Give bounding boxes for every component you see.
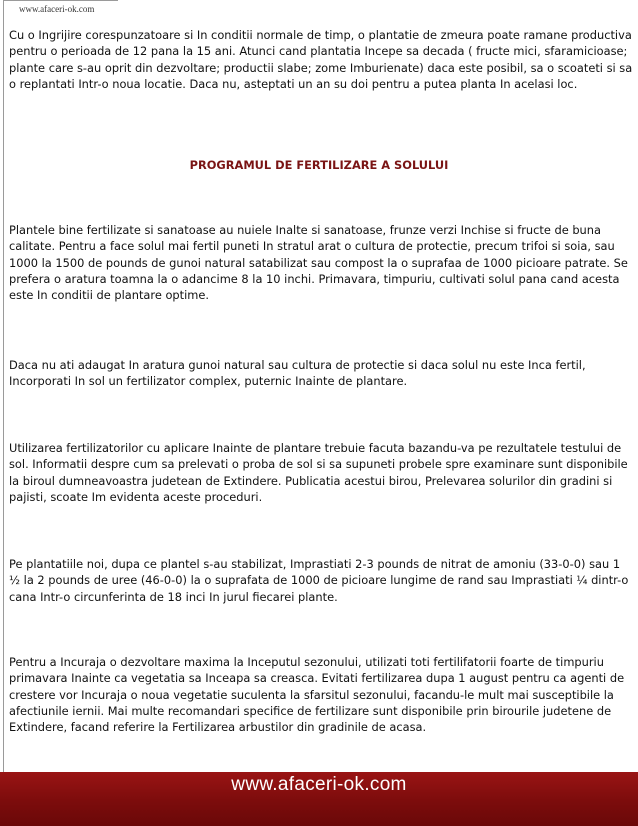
section-heading: PROGRAMUL DE FERTILIZARE A SOLULUI [189,158,449,172]
paragraph-new-plantings: Pe plantatiile noi, dupa ce plantel s-au stabilizat, Imprastiati 2-3 pounds de nitrat de amoniu (33-0-0) sau 1 ½ la 2 pounds de uree (46-0-0) la o suprafata de 1000 de picioare lungime de rand sau Imprastiati ¼ dintr-o cana Intr-o circunferinta de 18 inci In jurul fiecarei plante. [9,557,629,604]
paragraph-soil-test: Utilizarea fertilizatorilor cu aplicare Inainte de plantare trebuie facuta bazandu-va pe rezultatele testului de sol. Informatii despre cum sa prelevati o proba de sol si sa supuneti probele spre examinare sunt disponibile la biroul dumneavoastra judetean de Extindere. Publicatia acestui birou, Prelevarea solurilor din gradini si pajisti, scoate Im evidenta aceste proceduri. [9,441,628,504]
paragraph-early-season: Pentru a Incuraja o dezvoltare maxima la Inceputul sezonului, utilizati toti fertilifatorii foarte de timpuriu primavara Inainte ca vegetatia sa Inceapa sa creasca. Evitati fertilizarea dupa 1 august pentru ca agenti de crestere vor Incuraja o noua vegetatie suculenta la sfarsitul sezonului, facandu-le mult mai susceptibile la afectiunile iernii. Mai multe recomandari specifice de fertilizare sunt disponibile prin birourile judetene de Extindere, facand referire la Fertilizarea arbustilor din gradinile de acasa. [9,655,625,735]
footer-banner [0,772,638,826]
page-frame-left [3,0,4,773]
paragraph-fertile-plants: Plantele bine fertilizate si sanatoase au nuiele Inalte si sanatoase, frunze verzi Inchise si fructe de buna calitate. Pentru a face solul mai fertil puneti In stratul arat o cultura de protectie, precum trifoi si soia, sau 1000 la 1500 de pounds de gunoi natural satabilizat sau compost la o suprafaa de 1000 picioare patrate. Se prefera o aratura toamna la o adancime 8 la 10 inchi. Primavara, timpuriu, cultivati solul pana cand acesta este In conditii de plantare optime. [9,223,628,303]
paragraph-complex-fertilizer: Daca nu ati adaugat In aratura gunoi natural sau cultura de protectie si daca solul nu este Inca fertil, Incorporati In sol un fertilizator complex, puternic Inainte de plantare. [9,358,586,389]
page-frame-top [3,0,118,1]
footer-site-url[interactable]: www.afaceri-ok.com [231,774,407,795]
header-site-url: www.afaceri-ok.com [19,4,95,14]
paragraph-intro: Cu o Ingrijire corespunzatoare si In conditii normale de timp, o plantatie de zmeura poate ramane productiva pentru o perioada de 12 pana la 15 ani. Atunci cand plantatia Incepe sa decada ( fructe mici, sfaramicioase; plante care s-au oprit din dezvoltare; productii slabe; zome Imburienate) daca este posibil, sa o scoateti si sa o replantati Intr-o noua locatie. Daca nu, asteptati un an su doi pentru a putea planta In acelasi loc. [9,28,633,91]
